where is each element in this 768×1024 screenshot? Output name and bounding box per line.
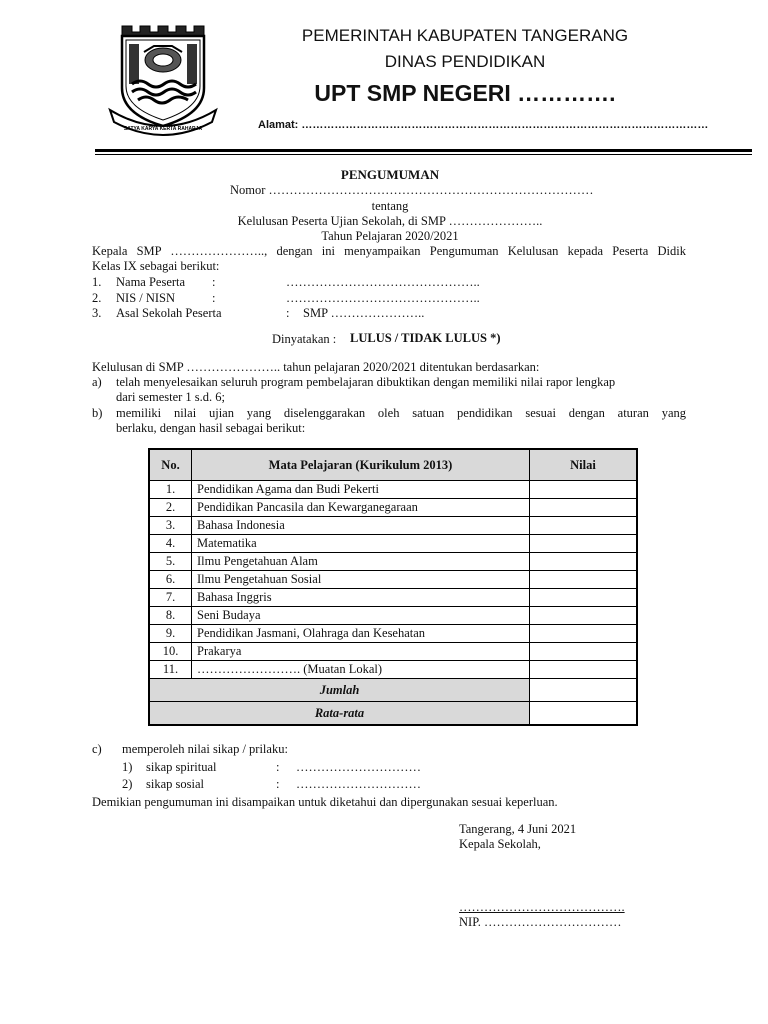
intro-line-2: Kelas IX sebagai berikut: xyxy=(92,259,220,273)
row-nilai xyxy=(530,589,638,607)
field-nis-label: NIS / NISN xyxy=(116,291,176,305)
row-subject: Ilmu Pengetahuan Sosial xyxy=(192,571,530,589)
row-subject: Bahasa Inggris xyxy=(192,589,530,607)
table-row xyxy=(149,589,637,607)
table-row xyxy=(149,481,637,499)
table-row xyxy=(149,499,637,517)
row-nilai xyxy=(530,535,638,553)
sikap-sosial-number: 2) xyxy=(122,777,133,791)
row-nilai xyxy=(530,499,638,517)
field-sekolah-number: 3. xyxy=(92,306,102,320)
table-row xyxy=(149,661,637,679)
jumlah-value xyxy=(530,679,638,702)
row-subject: ……………………. (Muatan Lokal) xyxy=(192,661,530,679)
row-nilai xyxy=(530,607,638,625)
criteria-c-text: memperoleh nilai sikap / prilaku: xyxy=(122,742,288,756)
row-number: 6. xyxy=(149,571,192,589)
closing-statement: Demikian pengumuman ini disampaikan untuk diketahui dan dipergunakan sesuai keperluan. xyxy=(92,795,558,809)
table-row xyxy=(149,517,637,535)
criteria-intro: Kelulusan di SMP ………………….. tahun pelajaran 2020/2021 ditentukan berdasarkan: xyxy=(92,360,540,374)
sikap-spiritual-number: 1) xyxy=(122,760,133,774)
row-subject: Matematika xyxy=(192,535,530,553)
header-nilai: Nilai xyxy=(530,449,638,481)
dinyatakan-label: Dinyatakan : xyxy=(272,332,337,346)
row-number: 4. xyxy=(149,535,192,553)
logo-motto: SATYA KARYA KERTA RAHARJA xyxy=(123,126,203,132)
letterhead-rule-thin xyxy=(95,154,752,155)
announcement-title: PENGUMUMAN xyxy=(340,167,440,182)
field-nis-colon: : xyxy=(212,291,216,305)
field-sekolah-value: SMP ………………….. xyxy=(303,306,425,320)
criteria-a-line-1: telah menyelesaikan seluruh program pembelajaran dibuktikan dengan memiliki nilai rapor lengkap xyxy=(116,375,616,389)
tentang-line: tentang xyxy=(371,199,409,213)
sikap-spiritual-value: ………………………… xyxy=(296,760,421,774)
sikap-spiritual-label: sikap spiritual xyxy=(146,760,217,774)
sikap-sosial-value: ………………………… xyxy=(296,777,421,791)
regency-logo xyxy=(108,22,223,140)
sikap-spiritual-colon: : xyxy=(276,760,280,774)
sikap-sosial-colon: : xyxy=(276,777,280,791)
row-nilai xyxy=(530,625,638,643)
dinyatakan-value: LULUS / TIDAK LULUS *) xyxy=(350,331,501,345)
intro-line-1: Kepala SMP ………………….., dengan ini menyampaikan Pengumuman Kelulusan kepada Peserta Didik xyxy=(92,244,686,258)
row-number: 11. xyxy=(149,661,192,679)
tangerang-seal-icon xyxy=(108,22,223,140)
header-no: No. xyxy=(149,449,192,481)
signatory-nip: NIP. …………………………… xyxy=(459,915,622,929)
row-nilai xyxy=(530,571,638,589)
field-sekolah-label: Asal Sekolah Peserta xyxy=(116,306,222,320)
field-nama-label: Nama Peserta xyxy=(116,275,186,289)
field-nama-number: 1. xyxy=(92,275,102,289)
signatory-name-line: …………………………………. xyxy=(459,900,625,914)
criteria-b-line-1: memiliki nilai ujian yang diselenggarakan oleh satuan pendidikan sesuai dengan aturan yang xyxy=(116,406,686,420)
row-subject: Ilmu Pengetahuan Alam xyxy=(192,553,530,571)
field-sekolah-colon: : xyxy=(286,306,290,320)
row-number: 2. xyxy=(149,499,192,517)
row-subject: Pendidikan Pancasila dan Kewarganegaraan xyxy=(192,499,530,517)
nomor-line: Nomor …………………………………………………………………… xyxy=(230,183,594,197)
table-row xyxy=(149,607,637,625)
row-nilai xyxy=(530,661,638,679)
grades-table xyxy=(148,448,638,726)
rata-rata-value xyxy=(530,702,638,726)
row-number: 1. xyxy=(149,481,192,499)
academic-year: Tahun Pelajaran 2020/2021 xyxy=(321,229,459,243)
field-nis-value: ……………………………………….. xyxy=(286,291,480,305)
table-header-row xyxy=(149,449,637,481)
row-number: 3. xyxy=(149,517,192,535)
row-nilai xyxy=(530,481,638,499)
criteria-c-marker: c) xyxy=(92,742,102,756)
row-number: 9. xyxy=(149,625,192,643)
school-name: UPT SMP NEGERI …………. xyxy=(314,80,616,106)
department-name: DINAS PENDIDIKAN xyxy=(384,52,546,71)
letterhead-rule-thick xyxy=(95,149,752,152)
field-nis-number: 2. xyxy=(92,291,102,305)
jumlah-row xyxy=(149,679,637,702)
signatory-position: Kepala Sekolah, xyxy=(459,837,541,851)
rata-rata-row xyxy=(149,702,637,726)
subject-line: Kelulusan Peserta Ujian Sekolah, di SMP ………………….. xyxy=(237,214,543,228)
field-nama-value: ……………………………………….. xyxy=(286,275,480,289)
row-number: 5. xyxy=(149,553,192,571)
table-row xyxy=(149,643,637,661)
government-name: PEMERINTAH KABUPATEN TANGERANG xyxy=(301,26,629,45)
criteria-b-line-2: berlaku, dengan hasil sebagai berikut: xyxy=(116,421,306,435)
header-subject: Mata Pelajaran (Kurikulum 2013) xyxy=(192,449,530,481)
row-number: 7. xyxy=(149,589,192,607)
sikap-sosial-label: sikap sosial xyxy=(146,777,204,791)
field-nama-colon: : xyxy=(212,275,216,289)
table-row xyxy=(149,625,637,643)
row-number: 10. xyxy=(149,643,192,661)
rata-rata-label: Rata-rata xyxy=(149,702,530,726)
table-row xyxy=(149,535,637,553)
table-row xyxy=(149,571,637,589)
row-subject: Seni Budaya xyxy=(192,607,530,625)
criteria-b-marker: b) xyxy=(92,406,103,420)
row-number: 8. xyxy=(149,607,192,625)
row-subject: Bahasa Indonesia xyxy=(192,517,530,535)
table-row xyxy=(149,553,637,571)
place-date: Tangerang, 4 Juni 2021 xyxy=(459,822,577,836)
jumlah-label: Jumlah xyxy=(149,679,530,702)
row-nilai xyxy=(530,517,638,535)
row-subject: Prakarya xyxy=(192,643,530,661)
row-subject: Pendidikan Jasmani, Olahraga dan Kesehatan xyxy=(192,625,530,643)
row-nilai xyxy=(530,643,638,661)
row-subject: Pendidikan Agama dan Budi Pekerti xyxy=(192,481,530,499)
row-nilai xyxy=(530,553,638,571)
address-line: Alamat: ………………………………………………………………………………………………… xyxy=(258,119,709,131)
criteria-a-marker: a) xyxy=(92,375,102,389)
criteria-a-line-2: dari semester 1 s.d. 6; xyxy=(116,390,226,404)
